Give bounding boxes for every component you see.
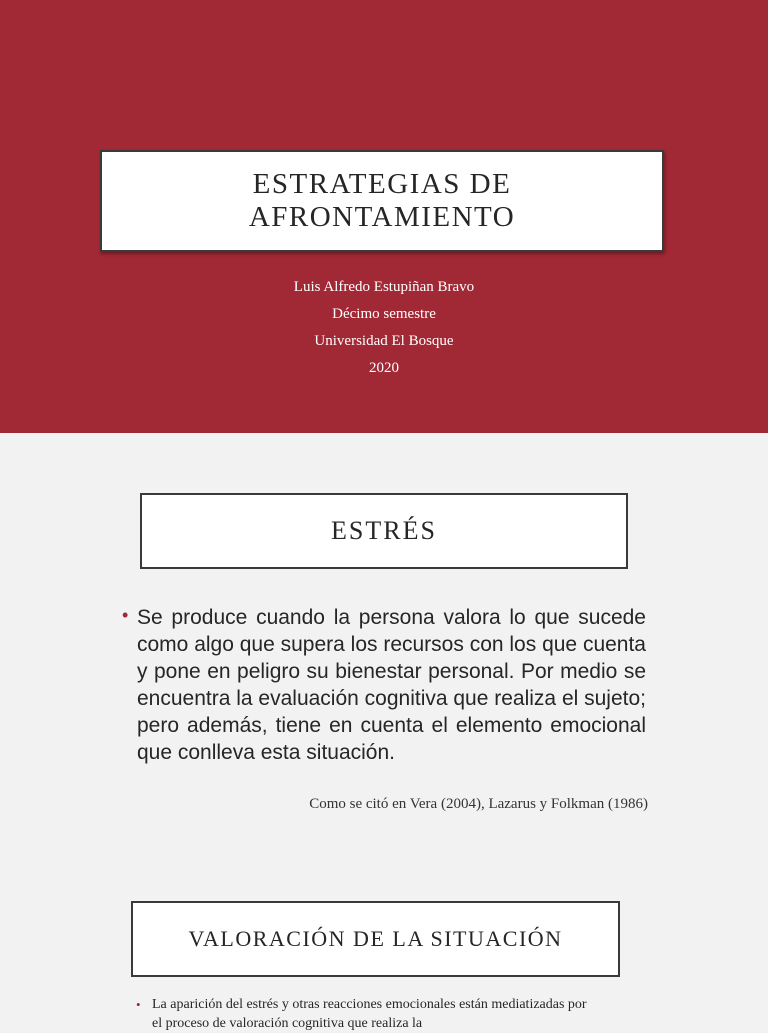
subtitle-block [0,278,768,386]
valoracion-heading-box [131,901,620,977]
title-box [100,150,664,252]
citation: Como se citó en Vera (2004), Lazarus y Folkman (1986) [309,796,648,812]
estres-bullet-text: Se produce cuando la persona valora lo que sucede como algo que supera los recursos con los que cuenta y pone en peligro su bienestar personal. Por medio se encuentra la evaluación cognitiva que realiza el sujeto; pero además, tiene en cuenta el elemento emocional que conlleva esta situación. [137,606,646,764]
title-slide [0,0,768,433]
estres-heading-box [140,493,628,569]
content-slide [0,433,768,1031]
slide-title-line-2: AFRONTAMIENTO [248,201,516,233]
valoracion-bullet [136,995,596,1033]
university-name: Universidad El Bosque [314,333,454,349]
valoracion-bullet-text: La aparición del estrés y otras reacciones emocionales están mediatizadas por el proceso de valoración cognitiva que realiza la [152,997,587,1031]
bullet-icon: • [136,997,141,1012]
estres-heading: ESTRÉS [331,516,437,545]
semester-label: Décimo semestre [332,306,436,322]
bullet-icon: • [122,605,129,625]
year-label: 2020 [369,360,399,376]
slide-title-line-1: ESTRATEGIAS DE [252,168,512,200]
valoracion-heading: VALORACIÓN DE LA SITUACIÓN [188,926,563,951]
estres-bullet [122,604,646,766]
author-name: Luis Alfredo Estupiñan Bravo [293,279,475,295]
